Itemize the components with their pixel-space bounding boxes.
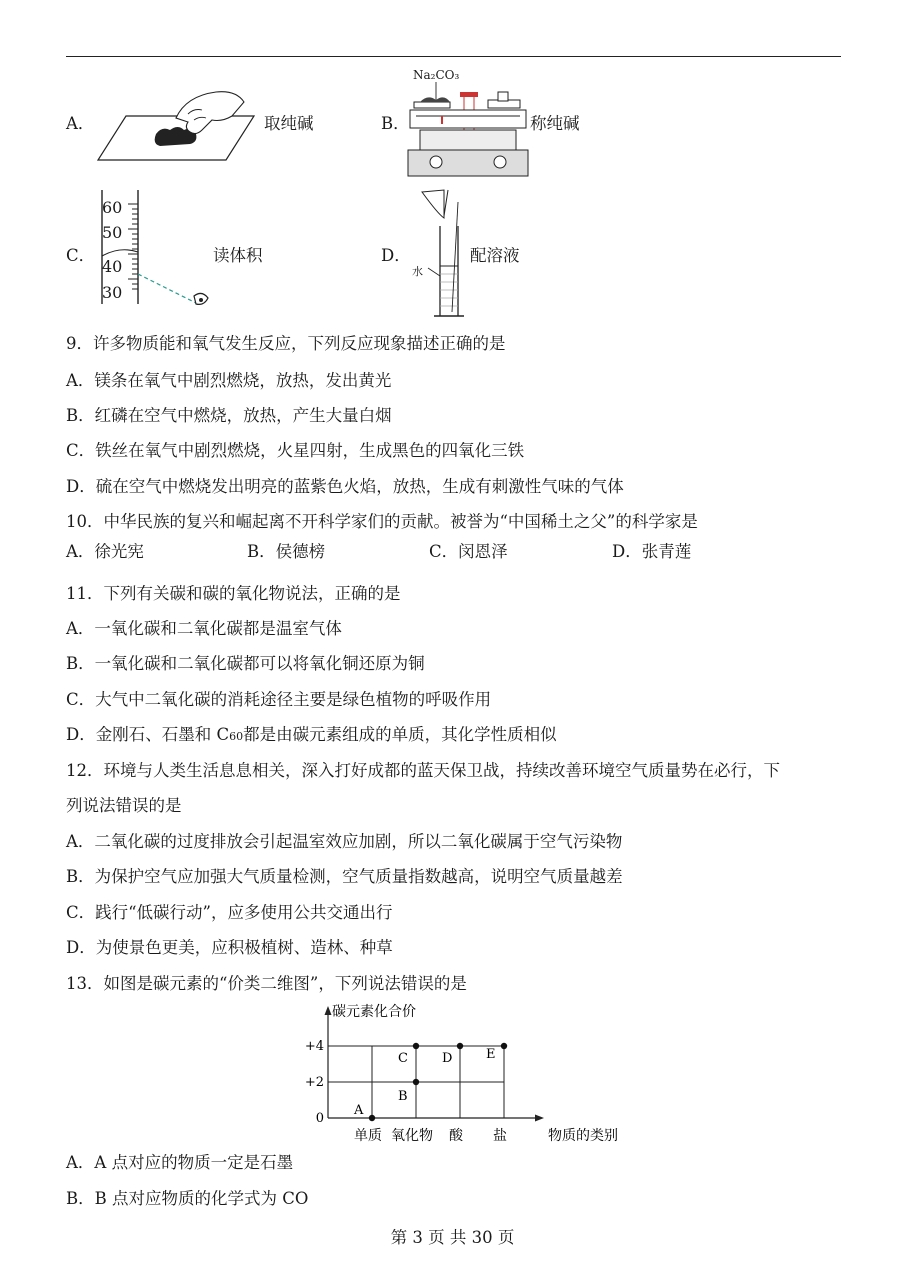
q11-option-d-subscript: 60 bbox=[229, 730, 244, 743]
q9-stem: 9．许多物质能和氧气发生反应，下列反应现象描述正确的是 bbox=[66, 334, 506, 353]
y-tick-label: 0 bbox=[315, 1111, 324, 1126]
q8-option-a-text: 取纯碱 bbox=[264, 114, 314, 133]
cylinder-tick-40: 40 bbox=[102, 257, 123, 276]
water-label: 水 bbox=[412, 265, 423, 278]
point-D bbox=[457, 1043, 463, 1049]
q11-option-d-post: 都是由碳元素组成的单质，其化学性质相似 bbox=[243, 725, 557, 744]
na2co3-label: Na₂CO₃ bbox=[413, 68, 460, 82]
q11-option-d-pre: D．金刚石、石墨和 C bbox=[66, 725, 230, 744]
q8-option-d-text: 配溶液 bbox=[470, 246, 520, 265]
q10-option-d: D．张青莲 bbox=[612, 542, 692, 561]
q11-option-d bbox=[66, 724, 557, 748]
q12-stem-line2: 列说法错误的是 bbox=[66, 796, 182, 815]
y-tick-label: +2 bbox=[304, 1075, 324, 1090]
q10-option-a: A．徐光宪 bbox=[66, 542, 144, 561]
q10-stem: 10．中华民族的复兴和崛起离不开科学家们的贡献。被誉为“中国稀土之父”的科学家是 bbox=[66, 512, 698, 531]
point-B bbox=[413, 1079, 419, 1085]
point-A bbox=[369, 1115, 375, 1121]
q9-option-b: B．红磷在空气中燃烧，放热，产生大量白烟 bbox=[66, 406, 392, 425]
cylinder-tick-50: 50 bbox=[102, 223, 123, 242]
header-rule bbox=[66, 56, 841, 57]
point-label-D: D bbox=[442, 1051, 453, 1066]
q12-stem-line1: 12．环境与人类生活息息相关，深入打好成都的蓝天保卫战，持续改善环境空气质量势在必行，下 bbox=[66, 761, 780, 780]
point-E bbox=[501, 1043, 507, 1049]
q12-option-a: A．二氧化碳的过度排放会引起温室效应加剧，所以二氧化碳属于空气污染物 bbox=[66, 832, 623, 851]
point-label-C: C bbox=[398, 1051, 408, 1066]
page-footer: 第 3 页 共 30 页 bbox=[390, 1228, 515, 1247]
x-tick-label: 单质 bbox=[354, 1128, 382, 1144]
x-tick-label: 氧化物 bbox=[391, 1128, 433, 1144]
x-tick-label: 盐 bbox=[493, 1128, 507, 1144]
q11-option-a: A．一氧化碳和二氧化碳都是温室气体 bbox=[66, 619, 342, 638]
q13-stem: 13．如图是碳元素的“价类二维图”，下列说法错误的是 bbox=[66, 974, 467, 993]
dissolving-in-cylinder-illustration bbox=[406, 186, 470, 322]
q8-option-b-text: 称纯碱 bbox=[530, 114, 580, 133]
y-axis-label: 碳元素化合价 bbox=[332, 1004, 416, 1020]
q8-option-d-label: D． bbox=[381, 246, 411, 265]
q8-option-b-label: B． bbox=[381, 114, 410, 133]
q8-option-a-label: A． bbox=[66, 114, 95, 133]
q13-option-b: B．B 点对应物质的化学式为 CO bbox=[66, 1189, 309, 1208]
q10-option-c: C．闵恩泽 bbox=[429, 542, 508, 561]
y-tick-label: +4 bbox=[304, 1039, 324, 1054]
q8-option-c-label: C． bbox=[66, 246, 96, 265]
point-label-B: B bbox=[398, 1089, 408, 1104]
valence-class-chart bbox=[300, 1000, 618, 1150]
point-label-E: E bbox=[486, 1047, 496, 1062]
y-axis-arrow bbox=[325, 1006, 332, 1015]
q11-option-b: B．一氧化碳和二氧化碳都可以将氧化铜还原为铜 bbox=[66, 654, 425, 673]
q9-option-c: C．铁丝在氧气中剧烈燃烧，火星四射，生成黑色的四氧化三铁 bbox=[66, 441, 525, 460]
q13-option-a: A．A 点对应的物质一定是石墨 bbox=[66, 1153, 294, 1172]
x-tick-label: 酸 bbox=[449, 1128, 463, 1144]
x-axis-arrow bbox=[535, 1115, 544, 1122]
q9-option-d: D．硫在空气中燃烧发出明亮的蓝紫色火焰，放热，生成有刺激性气味的气体 bbox=[66, 477, 624, 496]
cylinder-tick-30: 30 bbox=[102, 283, 123, 302]
q12-option-c: C．践行“低碳行动”，应多使用公共交通出行 bbox=[66, 903, 393, 922]
q10-option-b: B．侯德榜 bbox=[247, 542, 326, 561]
cylinder-tick-60: 60 bbox=[102, 198, 123, 217]
q11-stem: 11．下列有关碳和碳的氧化物说法，正确的是 bbox=[66, 584, 401, 603]
point-C bbox=[413, 1043, 419, 1049]
q11-option-c: C．大气中二氧化碳的消耗途径主要是绿色植物的呼吸作用 bbox=[66, 690, 492, 709]
q9-option-a: A．镁条在氧气中剧烈燃烧，放热，发出黄光 bbox=[66, 371, 392, 390]
hand-taking-soda-illustration bbox=[96, 88, 258, 166]
point-label-A: A bbox=[354, 1103, 364, 1118]
q12-option-b: B．为保护空气应加强大气质量检测，空气质量指数越高，说明空气质量越差 bbox=[66, 867, 623, 886]
x-axis-label: 物质的类别 bbox=[548, 1128, 618, 1144]
balance-scale-illustration bbox=[406, 80, 530, 180]
q12-option-d: D．为使景色更美，应积极植树、造林、种草 bbox=[66, 938, 393, 957]
q8-option-c-text: 读体积 bbox=[213, 246, 263, 265]
